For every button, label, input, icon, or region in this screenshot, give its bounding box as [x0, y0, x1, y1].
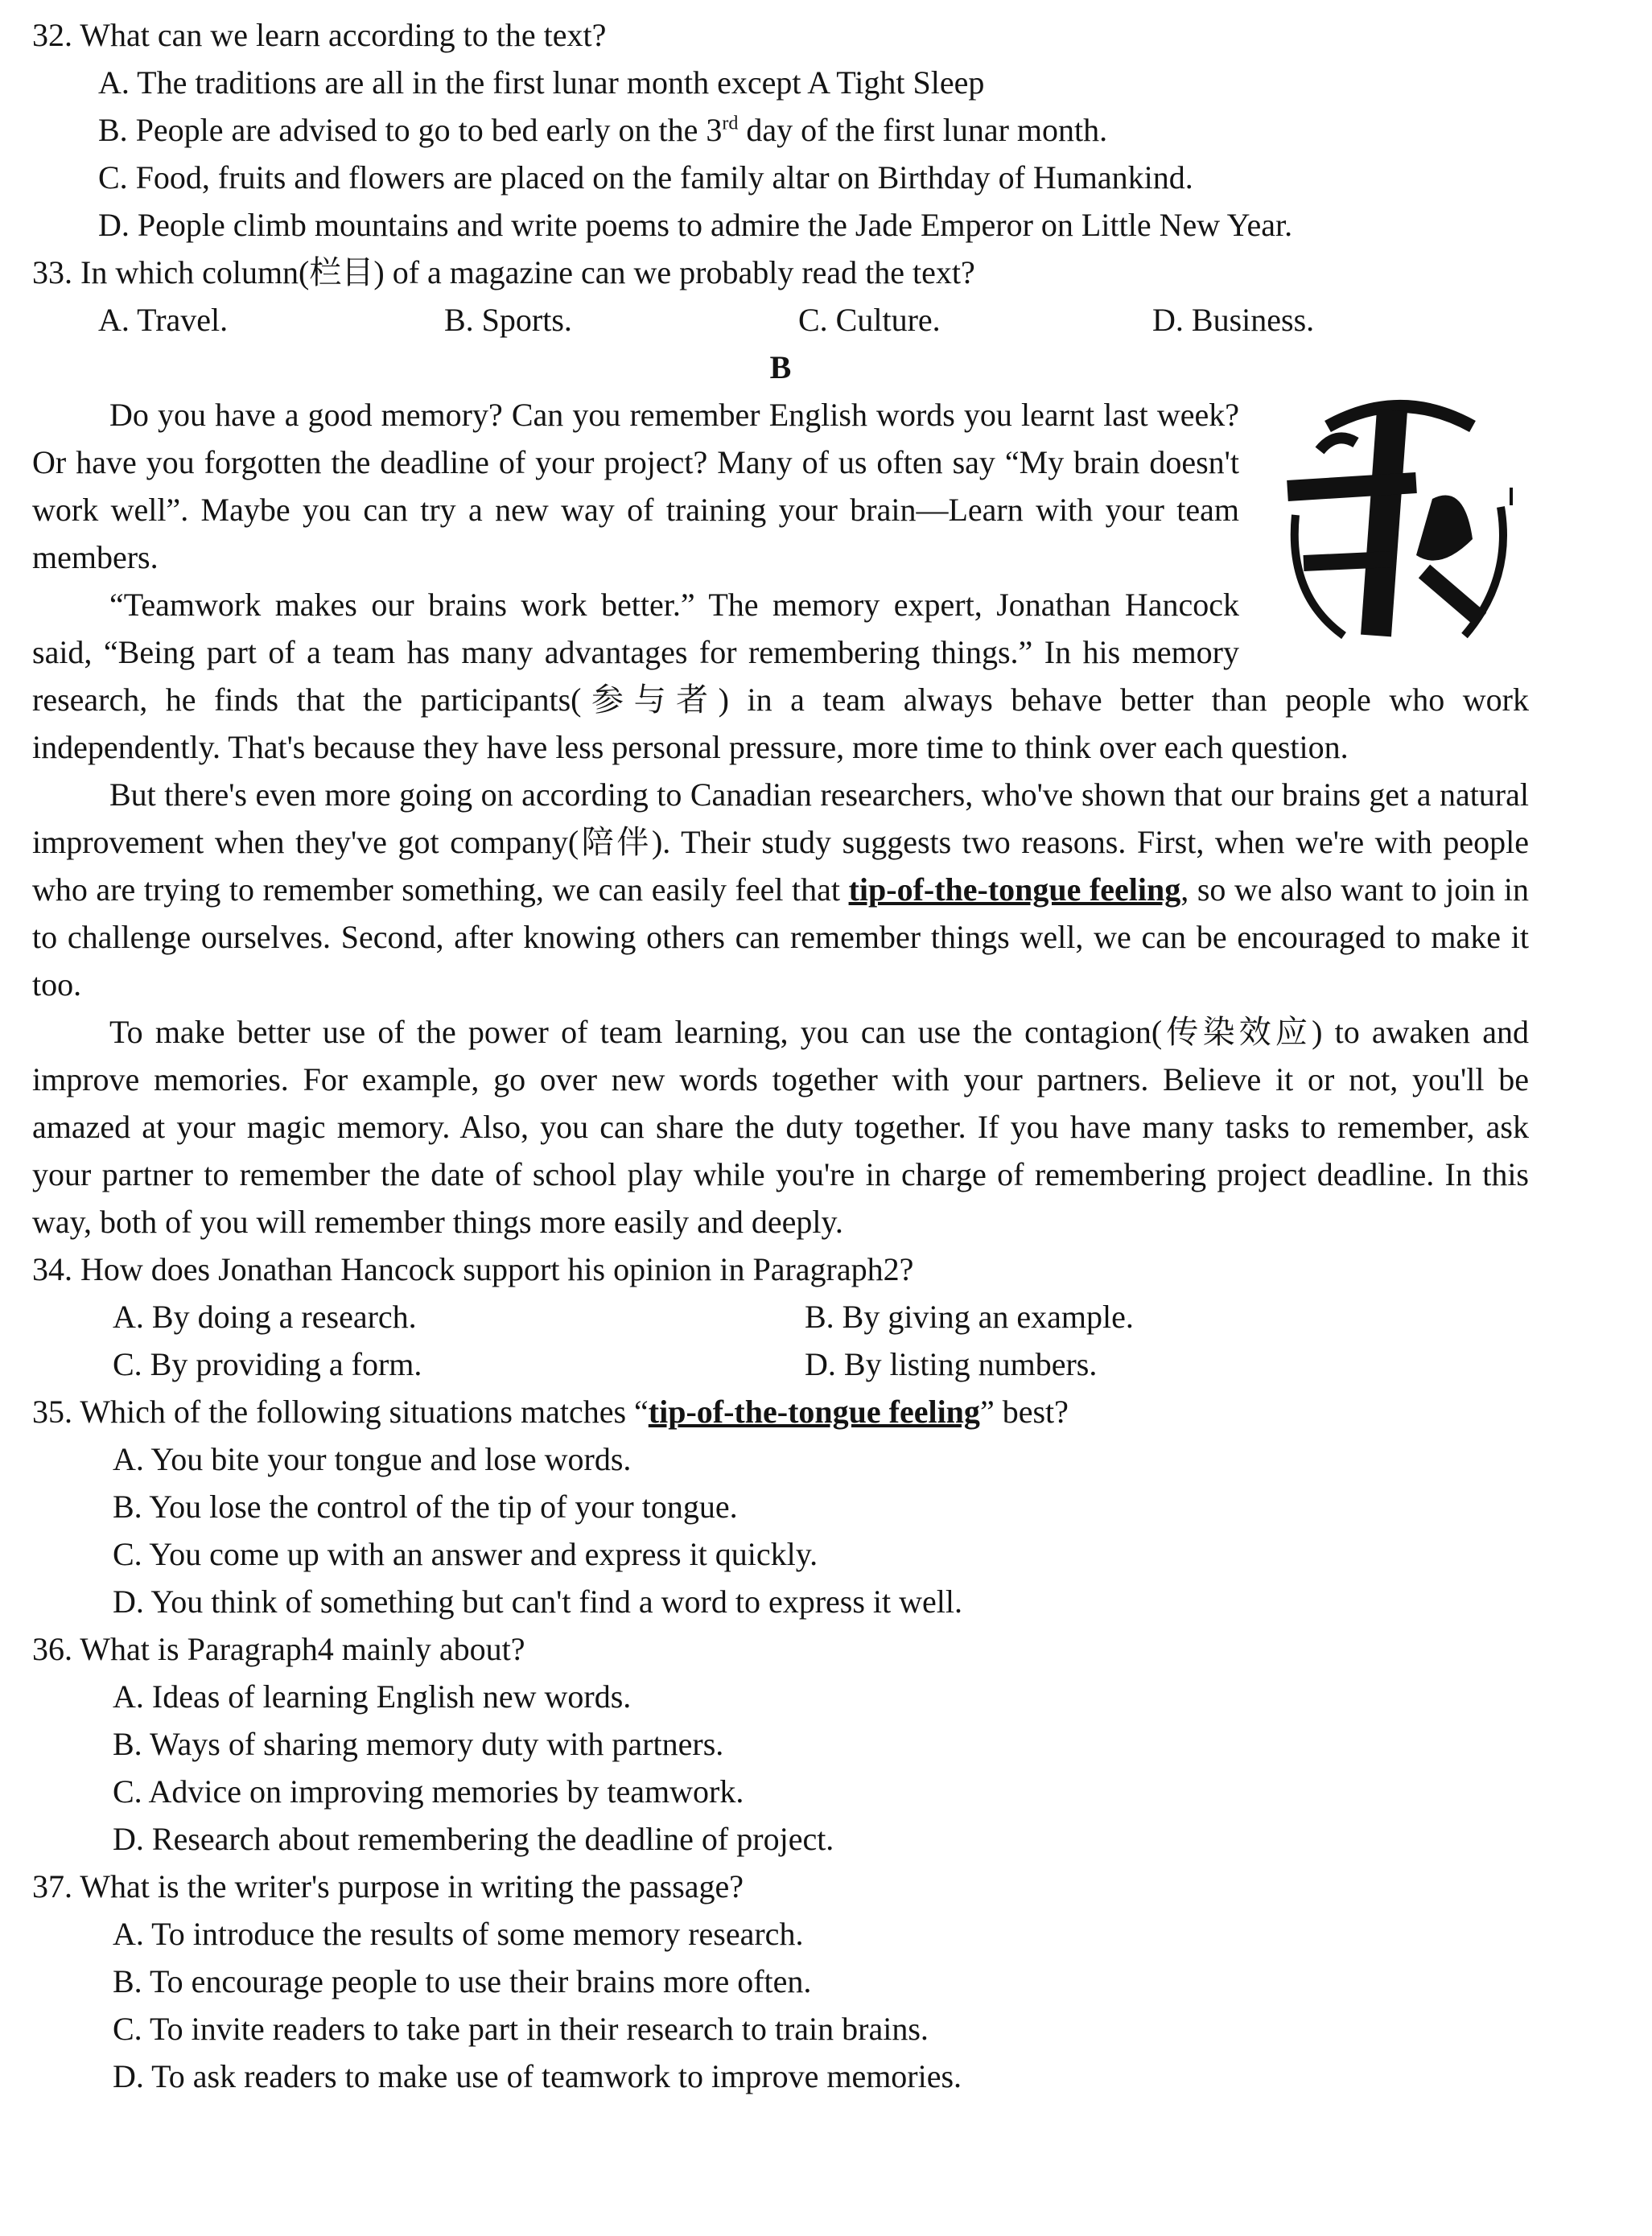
- question-32: [32, 11, 1529, 249]
- option-c: C. Advice on improving memories by teamwork.: [113, 1773, 744, 1810]
- exam-page: [32, 11, 1529, 2100]
- option-c: C. You come up with an answer and express it quickly.: [113, 1536, 818, 1572]
- question-stem: 34. How does Jonathan Hancock support his opinion in Paragraph2?: [32, 1251, 914, 1287]
- option-b: B. To encourage people to use their brains more often.: [113, 1963, 812, 1999]
- question-37: [32, 1863, 1529, 2100]
- section-title: B: [769, 349, 792, 385]
- option-b-text: B. People are advised to go to bed early on the 3rd day of the first lunar month.: [98, 112, 1108, 148]
- question-34: [32, 1246, 1529, 1388]
- section-b: [32, 344, 1529, 1246]
- option-c: C. Culture.: [798, 302, 941, 338]
- option-b: B. Ways of sharing memory duty with partners.: [113, 1726, 724, 1762]
- option-a: A. By doing a research.: [113, 1299, 417, 1335]
- options-row: [113, 1293, 1529, 1340]
- paragraph-3: [32, 771, 1529, 1008]
- option-d: D. Business.: [1152, 302, 1315, 338]
- tip-of-the-tongue-phrase: tip-of-the-tongue feeling: [648, 1394, 980, 1430]
- option-b: [98, 106, 1529, 154]
- option-c: C. To invite readers to take part in their research to train brains.: [113, 2011, 929, 2047]
- option-a: A. The traditions are all in the first lunar month except A Tight Sleep: [98, 64, 985, 101]
- question-33: [32, 249, 1529, 344]
- question-stem: 33. In which column(栏目) of a magazine can we probably read the text?: [32, 254, 975, 290]
- option-d: D. You think of something but can't find a word to express it well.: [113, 1583, 962, 1620]
- brain-illustration: [1271, 394, 1529, 660]
- option-a: A. You bite your tongue and lose words.: [113, 1441, 632, 1477]
- option-b: B. You lose the control of the tip of your tongue.: [113, 1489, 738, 1525]
- option-d: D. By listing numbers.: [805, 1346, 1098, 1382]
- option-a: A. To introduce the results of some memory research.: [113, 1916, 804, 1952]
- option-d: D. Research about remembering the deadline of project.: [113, 1821, 834, 1857]
- question-stem-a: 35. Which of the following situations matches “: [32, 1394, 649, 1430]
- question-35: [32, 1388, 1529, 1625]
- option-a: A. Ideas of learning English new words.: [113, 1678, 632, 1715]
- question-36: [32, 1625, 1529, 1863]
- paragraph-3-text-a: But there's even more going on according to Canadian researchers, who've shown that our brains get a natural improvement when they've got company(陪伴). Their study suggests two reasons. First, when we're with people who are trying to remember something, we can easily feel that: [32, 776, 1529, 908]
- option-b: B. By giving an example.: [805, 1299, 1134, 1335]
- question-stem: 32. What can we learn according to the text?: [32, 17, 607, 53]
- tip-of-the-tongue-phrase: tip-of-the-tongue feeling: [848, 871, 1181, 908]
- option-d: D. People climb mountains and write poems to admire the Jade Emperor on Little New Year.: [98, 207, 1293, 243]
- option-c: C. Food, fruits and flowers are placed on the family altar on Birthday of Humankind.: [98, 159, 1193, 196]
- paragraph-2: “Teamwork makes our brains work better.” The memory expert, Jonathan Hancock said, “Being part of a team has many advantages for remembering things.” In his memory research, he finds that the participants(参与者) in a team always behave better than people who work independently. That's because they have less personal pressure, more time to think over each question.: [32, 587, 1529, 765]
- option-b: B. Sports.: [444, 302, 572, 338]
- paragraph-1: Do you have a good memory? Can you remember English words you learnt last week? Or have you forgotten the deadline of your project? Many of us often say “My brain doesn't work well”. Maybe you can try a new way of training your brain—Learn with your team members.: [32, 397, 1239, 575]
- options-row: [113, 1340, 1529, 1388]
- option-a: A. Travel.: [98, 302, 229, 338]
- question-stem: [32, 1388, 1529, 1435]
- option-c: C. By providing a form.: [113, 1346, 422, 1382]
- option-d: D. To ask readers to make use of teamwork to improve memories.: [113, 2058, 962, 2094]
- question-stem: 36. What is Paragraph4 mainly about?: [32, 1631, 525, 1667]
- options-row: [98, 296, 1529, 344]
- paragraph-3-text-b: , so we also want to join in to challenge ourselves. Second, after knowing others can remember things well, we can be encouraged to make it too.: [32, 871, 1529, 1003]
- question-stem-b: ” best?: [979, 1394, 1069, 1430]
- paragraph-4: To make better use of the power of team learning, you can use the contagion(传染效应) to awaken and improve memories. For example, go over new words together with your partners. Believe it or not, you'll be amazed at your magic memory. Also, you can share the duty together. If you have many tasks to remember, ask your partner to remember the date of school play while you're in charge of remembering project deadline. In this way, both of you will remember things more easily and deeply.: [32, 1014, 1529, 1240]
- question-stem: 37. What is the writer's purpose in writing the passage?: [32, 1868, 744, 1905]
